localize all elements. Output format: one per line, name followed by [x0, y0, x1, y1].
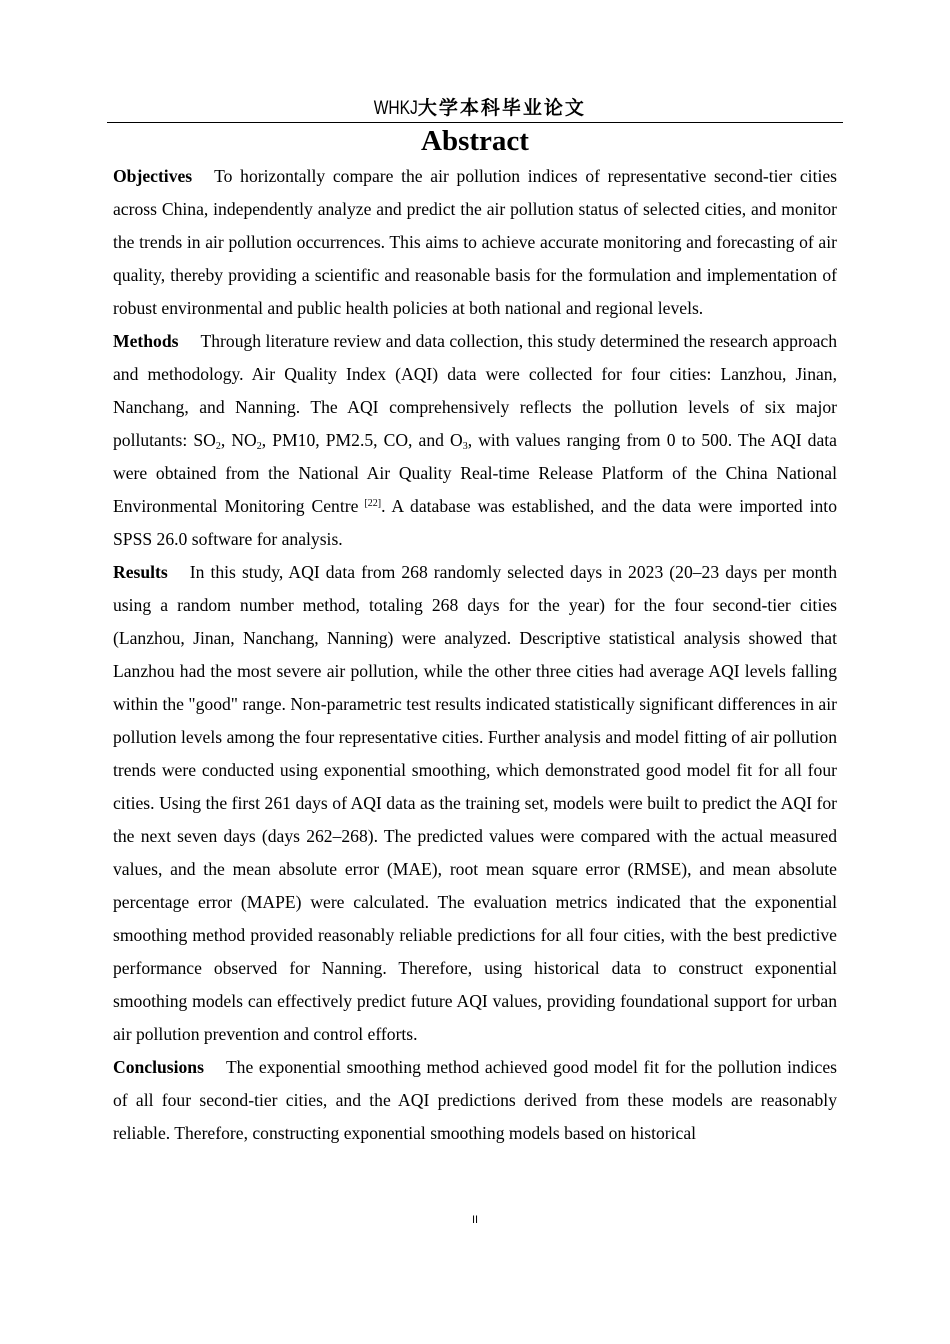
page-number: II — [471, 1214, 479, 1226]
objectives-label: Objectives — [113, 166, 193, 186]
results-text: In this study, AQI data from 268 randomly selected days in 2023 (20–23 days per month using a random number method, totaling 268 days for the year) for the four second-tier cities (Lanzhou, Jinan, Nanchang, Nanning) were analyzed. Descriptive statistical analysis showed that Lanzhou had the most severe air pollution, while the other three cities had average AQI levels falling within the "good" range. Non-parametric test results indicated statistically significant differences in air pollution levels among the four representative cities. Further analysis and model fitting of air pollution trends were conducted using exponential smoothing, which demonstrated good model fit for all four cities. Using the first 261 days of AQI data as the training set, models were built to predict the AQI for the next seven days (days 262–268). The predicted values were compared with the actual measured values, and the mean absolute error (MAE), root mean square error (RMSE), and mean absolute percentage error (MAPE) were calculated. The evaluation metrics indicated that the exponential smoothing method provided reasonably reliable predictions for all four cities, with the best predictive performance observed for Nanning. Therefore, using historical data to construct exponential smoothing models can effectively predict future AQI values, providing foundational support for urban air pollution prevention and control efforts. — [113, 562, 837, 1044]
no2-subscript: 2 — [256, 441, 262, 452]
methods-text-1: Through literature review and data collection, this study determined the research approach and methodology. Air Quality Index (AQI) data were collected for four cities: Lanzhou, Jinan, Nanchang, and Nanning. The AQI comprehensively reflects the pollution levels of six major pollutants: SO — [113, 331, 837, 450]
citation-marker[interactable]: [22] — [364, 498, 382, 509]
header-code: WHKJ — [373, 98, 418, 119]
methods-text-4: , with values ranging from 0 to 500. The AQI data were obtained from the National Air Quality Real-time Release Platform of the China National Environmental Monitoring Centre — [113, 430, 837, 516]
header-title-cn: 大学本科毕业论文 — [417, 97, 586, 119]
running-header — [107, 94, 843, 123]
objectives-paragraph — [113, 160, 837, 325]
results-label: Results — [113, 562, 168, 582]
methods-label: Methods — [113, 331, 179, 351]
abstract-title: Abstract — [421, 125, 529, 157]
results-paragraph — [113, 556, 837, 1051]
conclusions-paragraph — [113, 1051, 837, 1150]
methods-text-2: , NO — [220, 430, 257, 450]
o3-subscript: 3 — [462, 441, 468, 452]
conclusions-label: Conclusions — [113, 1057, 204, 1077]
so2-subscript: 2 — [215, 441, 221, 452]
abstract-body — [113, 160, 837, 1150]
methods-text-3: , PM10, PM2.5, CO, and O — [261, 430, 463, 450]
methods-text-5: . A database was established, and the data were imported into SPSS 26.0 software for analysis. — [113, 496, 837, 549]
conclusions-text: The exponential smoothing method achieved good model fit for the pollution indices of all four second-tier cities, and the AQI predictions derived from these models are reasonably reliable. Therefore, constructing exponential smoothing models based on historical — [113, 1057, 837, 1143]
methods-paragraph — [113, 325, 837, 556]
objectives-text: To horizontally compare the air pollution indices of representative second-tier cities across China, independently analyze and predict the air pollution status of selected cities, and monitor the trends in air pollution occurrences. This aims to achieve accurate monitoring and forecasting of air quality, thereby providing a scientific and reasonable basis for the formulation and implementation of robust environmental and public health policies at both national and regional levels. — [113, 166, 837, 318]
